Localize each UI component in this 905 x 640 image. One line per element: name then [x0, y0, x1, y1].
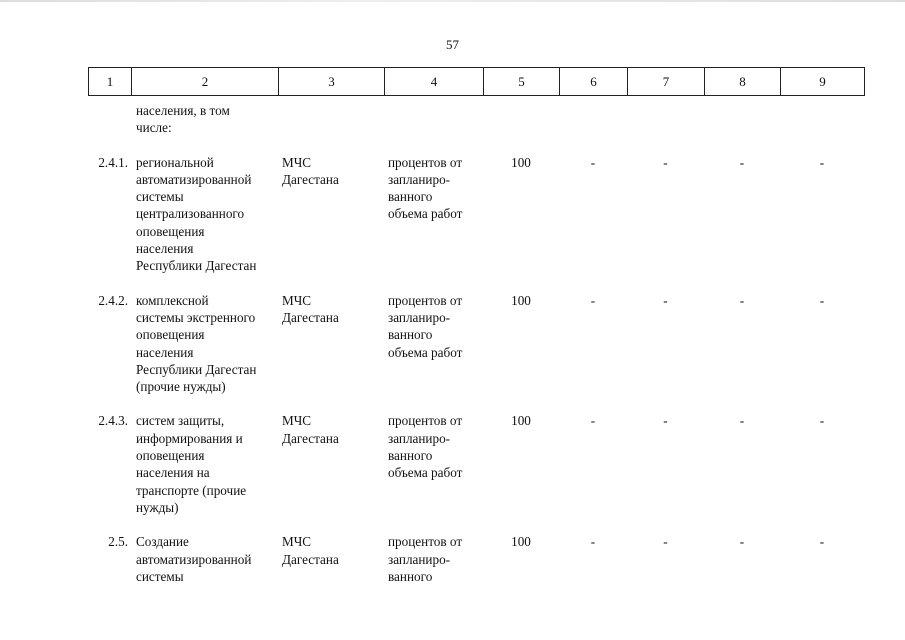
table-row	[88, 292, 864, 396]
value-col7: -	[663, 154, 668, 170]
row-number: 2.4.3.	[98, 413, 128, 429]
value-col6	[559, 102, 627, 137]
row-spacer	[88, 395, 864, 412]
row-spacer	[88, 516, 864, 533]
value-col9: -	[819, 154, 825, 170]
value-col7	[627, 102, 704, 137]
value-col5	[483, 102, 559, 137]
header-cell-7: 7	[628, 68, 705, 96]
header-row	[89, 68, 865, 96]
value-col9: -	[819, 292, 825, 308]
value-col7: -	[663, 534, 668, 550]
page-number: 57	[446, 37, 459, 52]
row-number: 2.4.2.	[98, 292, 128, 308]
value-col8: -	[739, 534, 745, 550]
value-col6: -	[590, 292, 596, 308]
scan-edge	[0, 0, 905, 2]
row-spacer	[88, 137, 864, 154]
value-col6: -	[590, 154, 596, 170]
executor: МЧС Дагестана	[282, 292, 339, 325]
indicator-name: систем защиты, информирования и оповещения населения на транспорте (прочие нужды)	[136, 413, 247, 515]
indicator-name: населения, в том числе:	[136, 103, 230, 136]
unit: процентов от запланиро- ванного объема работ	[388, 413, 463, 481]
table-row	[88, 102, 864, 137]
value-col6: -	[590, 413, 596, 429]
header-cell-2: 2	[132, 68, 279, 96]
unit	[384, 102, 483, 137]
row-number: 2.5.	[108, 534, 128, 550]
header-cell-4: 4	[385, 68, 484, 96]
value-col8: -	[739, 292, 745, 308]
table-row	[88, 412, 864, 516]
row-spacer	[88, 275, 864, 292]
column-header-table	[88, 67, 865, 96]
value-col8: -	[739, 413, 745, 429]
header-cell-8: 8	[705, 68, 781, 96]
executor	[278, 102, 384, 137]
value-col8	[704, 102, 780, 137]
value-col9	[780, 102, 864, 137]
unit: процентов от запланиро- ванного объема работ	[388, 154, 463, 222]
indicator-table	[88, 102, 864, 585]
row-number: 2.4.1.	[98, 154, 128, 170]
table-row	[88, 154, 864, 275]
row-number	[88, 102, 131, 137]
executor: МЧС Дагестана	[282, 154, 339, 187]
indicator-name: Создание автоматизированной системы	[136, 534, 252, 584]
value-col5: 100	[511, 413, 531, 429]
header-cell-1: 1	[89, 68, 132, 96]
value-col7: -	[663, 292, 668, 308]
value-col9: -	[819, 413, 825, 429]
executor: МЧС Дагестана	[282, 534, 339, 567]
executor: МЧС Дагестана	[282, 413, 339, 446]
value-col9: -	[819, 534, 825, 550]
header-cell-6: 6	[560, 68, 628, 96]
value-col7: -	[663, 413, 668, 429]
header-cell-5: 5	[484, 68, 560, 96]
unit: процентов от запланиро- ванного объема работ	[388, 292, 463, 360]
indicator-name: региональной автоматизированной системы централизованного оповещения населения Республики Дагестан	[136, 154, 257, 274]
table-row	[88, 533, 864, 585]
indicator-name: комплексной системы экстренного оповещения населения Республики Дагестан (прочие нужды)	[136, 292, 257, 395]
value-col6: -	[590, 534, 596, 550]
header-cell-9: 9	[781, 68, 865, 96]
unit: процентов от запланиро- ванного	[388, 534, 463, 584]
header-cell-3: 3	[279, 68, 385, 96]
value-col5: 100	[511, 534, 531, 550]
value-col8: -	[739, 154, 745, 170]
value-col5: 100	[511, 292, 531, 308]
value-col5: 100	[511, 154, 531, 170]
